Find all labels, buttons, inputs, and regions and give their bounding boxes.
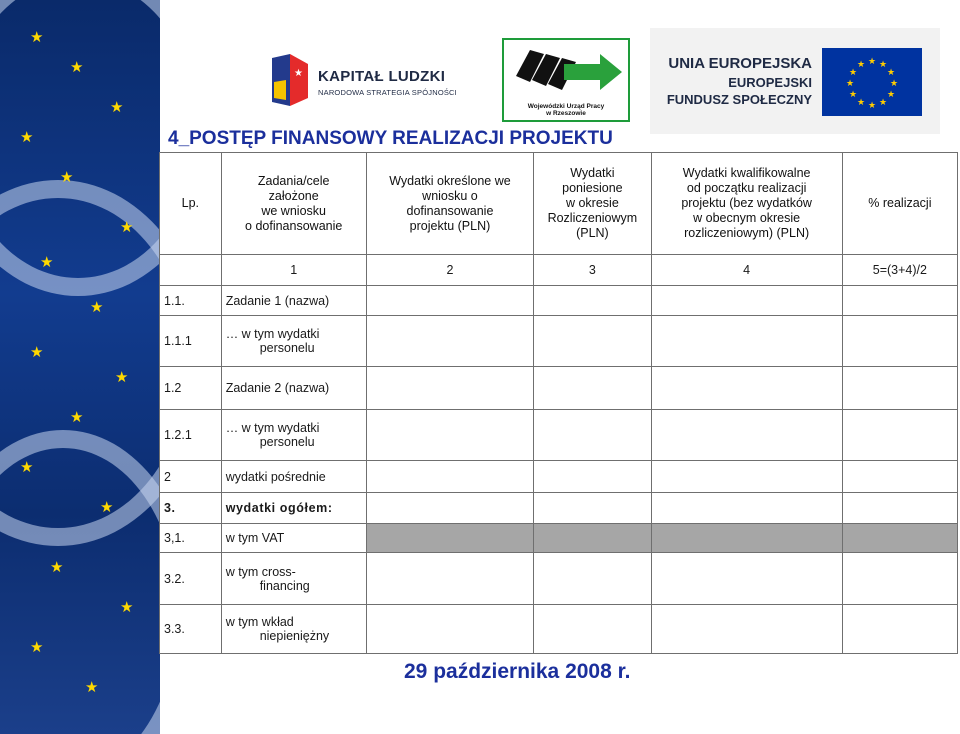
svg-text:★: ★ — [878, 60, 888, 70]
table-cell — [651, 553, 842, 605]
table-cell — [842, 367, 957, 410]
row-lp: 1.2.1 — [160, 410, 222, 461]
header-zadania — [221, 153, 366, 255]
table-cell — [842, 316, 957, 367]
document-date: 29 października 2008 r. — [404, 660, 631, 683]
eu-logo-line3: FUNDUSZ SPOŁECZNY — [666, 92, 812, 107]
header-text-line: Wydatki określone we — [389, 173, 511, 188]
header-text-line: poniesione — [562, 181, 623, 195]
table-cell — [534, 553, 651, 605]
table-cell — [366, 553, 534, 605]
table-cell — [366, 461, 534, 493]
table-cell — [842, 410, 957, 461]
table-cell — [842, 493, 957, 524]
row-lp: 3,1. — [160, 524, 222, 553]
page-title: 4_POSTĘP FINANSOWY REALIZACJI PROJEKTU — [168, 128, 613, 149]
wup-caption-line2: w Rzeszowie — [546, 110, 586, 117]
column-number: 3 — [534, 255, 651, 286]
star-icon: ★ — [120, 219, 134, 236]
star-icon: ★ — [60, 169, 74, 186]
wup-arrows-icon — [504, 42, 628, 100]
table-cell — [534, 605, 651, 654]
row-label — [221, 605, 366, 654]
row-lp: 2 — [160, 461, 222, 493]
star-icon: ★ — [50, 559, 64, 576]
column-number: 5=(3+4)/2 — [842, 255, 957, 286]
row-lp: 3.3. — [160, 605, 222, 654]
header-procent-realizacji: % realizacji — [842, 153, 957, 255]
svg-text:★: ★ — [294, 68, 303, 79]
row-label — [221, 410, 366, 461]
table-cell — [534, 367, 651, 410]
star-icon: ★ — [90, 299, 104, 316]
svg-text:★: ★ — [886, 68, 896, 78]
svg-text:★: ★ — [867, 101, 877, 111]
table-cell — [534, 461, 651, 493]
row-label — [221, 316, 366, 367]
row-label: Zadanie 1 (nazwa) — [221, 286, 366, 316]
star-icon: ★ — [20, 129, 34, 146]
table-cell — [366, 410, 534, 461]
star-icon: ★ — [120, 599, 134, 616]
table-cell — [160, 255, 222, 286]
header-text-line: Rozliczeniowym — [547, 211, 638, 225]
row-lp: 3.2. — [160, 553, 222, 605]
table-cell — [651, 316, 842, 367]
row-label-line: … w tym wydatki — [225, 327, 320, 341]
column-numbers-row — [160, 255, 958, 286]
table-cell — [842, 553, 957, 605]
star-icon: ★ — [20, 459, 34, 476]
star-icon: ★ — [100, 499, 114, 516]
financial-progress-table — [159, 152, 958, 654]
table-cell — [842, 605, 957, 654]
header-text-line: o dofinansowanie — [245, 218, 343, 233]
header-text-line: w obecnym okresie — [693, 211, 801, 225]
table-cell — [366, 605, 534, 654]
kapital-ludzki-mark-icon — [268, 52, 310, 110]
row-lp: 1.1. — [160, 286, 222, 316]
svg-text:★: ★ — [867, 57, 877, 67]
column-number: 4 — [651, 255, 842, 286]
svg-text:★: ★ — [845, 79, 855, 89]
table-row — [160, 605, 958, 654]
header-text-line: w okresie — [565, 196, 619, 210]
table-cell — [651, 461, 842, 493]
table-cell — [534, 493, 651, 524]
star-icon: ★ — [110, 99, 124, 116]
star-icon: ★ — [85, 679, 99, 696]
table-row — [160, 286, 958, 316]
table-row — [160, 461, 958, 493]
header-wydatki-okreslone — [366, 153, 534, 255]
table-cell — [651, 367, 842, 410]
table-cell — [534, 316, 651, 367]
header-text-line: Wydatki kwalifikowalne — [682, 166, 811, 180]
row-label-line: w tym cross- — [225, 564, 296, 579]
star-icon: ★ — [30, 344, 44, 361]
svg-text:★: ★ — [856, 98, 866, 108]
star-icon: ★ — [40, 254, 54, 271]
table-cell — [651, 286, 842, 316]
table-header-row — [160, 153, 958, 255]
header-wydatki-poniesione — [534, 153, 651, 255]
decorative-eu-band — [0, 0, 160, 734]
header-lp: Lp. — [160, 153, 222, 255]
header-text-line: dofinansowanie — [406, 203, 494, 218]
table-cell — [366, 316, 534, 367]
svg-text:★: ★ — [886, 90, 896, 100]
header-wydatki-kwalifikowalne — [651, 153, 842, 255]
row-lp: 1.2 — [160, 367, 222, 410]
kapital-ludzki-logo — [262, 50, 462, 114]
wup-caption — [504, 103, 628, 117]
column-number: 1 — [221, 255, 366, 286]
header-text-line: wniosku o — [422, 188, 478, 203]
header-text-line: Wydatki — [570, 166, 615, 180]
header-text-line: projektu (bez wydatków — [681, 196, 812, 210]
row-label-line: … w tym wydatki — [225, 421, 320, 435]
row-label: w tym VAT — [221, 524, 366, 553]
table-row — [160, 553, 958, 605]
header-text-line: projektu (PLN) — [409, 218, 491, 233]
table-cell — [366, 286, 534, 316]
row-label: wydatki pośrednie — [221, 461, 366, 493]
header-text-line: od początku realizacji — [686, 181, 807, 195]
header-text-line: Zadania/cele — [257, 173, 330, 188]
table-row-total — [160, 493, 958, 524]
table-row — [160, 367, 958, 410]
disabled-cell — [366, 524, 534, 553]
svg-text:★: ★ — [878, 98, 888, 108]
row-label: wydatki ogółem: — [221, 493, 366, 524]
header-text-line: (PLN) — [576, 226, 609, 240]
star-icon: ★ — [70, 59, 84, 76]
eu-logo-line2: EUROPEJSKI — [728, 75, 812, 90]
star-icon: ★ — [70, 409, 84, 426]
table-cell — [366, 493, 534, 524]
disabled-cell — [842, 524, 957, 553]
table-cell — [366, 367, 534, 410]
table-cell — [651, 605, 842, 654]
row-label: Zadanie 2 (nazwa) — [221, 367, 366, 410]
row-label-line: personelu — [259, 435, 315, 449]
row-label-line: w tym wkład — [225, 615, 294, 629]
row-label-line: financing — [259, 578, 310, 593]
table-cell — [534, 410, 651, 461]
eu-social-fund-logo — [650, 28, 940, 134]
header-text-line: we wniosku — [261, 203, 326, 218]
table-row — [160, 316, 958, 367]
table-cell — [842, 286, 957, 316]
table-cell — [651, 493, 842, 524]
svg-text:★: ★ — [889, 79, 899, 89]
row-lp: 3. — [160, 493, 222, 524]
svg-text:★: ★ — [848, 68, 858, 78]
star-icon: ★ — [30, 639, 44, 656]
wup-rzeszow-logo — [502, 38, 630, 122]
row-label-line: niepieniężny — [259, 629, 330, 643]
table-cell — [651, 410, 842, 461]
disabled-cell — [534, 524, 651, 553]
svg-text:★: ★ — [856, 60, 866, 70]
eu-logo-line1: UNIA EUROPEJSKA — [668, 55, 812, 72]
table-row — [160, 524, 958, 553]
eu-flag-icon — [822, 48, 922, 116]
row-label-line: personelu — [259, 341, 315, 355]
table-cell — [842, 461, 957, 493]
header-text-line: założone — [268, 188, 319, 203]
row-label — [221, 553, 366, 605]
row-lp: 1.1.1 — [160, 316, 222, 367]
header-text-line: rozliczeniowym) (PLN) — [684, 226, 810, 240]
star-icon: ★ — [30, 29, 44, 46]
disabled-cell — [651, 524, 842, 553]
table-row — [160, 410, 958, 461]
svg-text:★: ★ — [848, 90, 858, 100]
column-number: 2 — [366, 255, 534, 286]
kapital-ludzki-subtitle: NARODOWA STRATEGIA SPÓJNOŚCI — [318, 88, 457, 97]
kapital-ludzki-name: KAPITAŁ LUDZKI — [318, 68, 446, 85]
wup-caption-line1: Wojewódzki Urząd Pracy — [527, 103, 605, 110]
star-icon: ★ — [115, 369, 129, 386]
table-cell — [534, 286, 651, 316]
